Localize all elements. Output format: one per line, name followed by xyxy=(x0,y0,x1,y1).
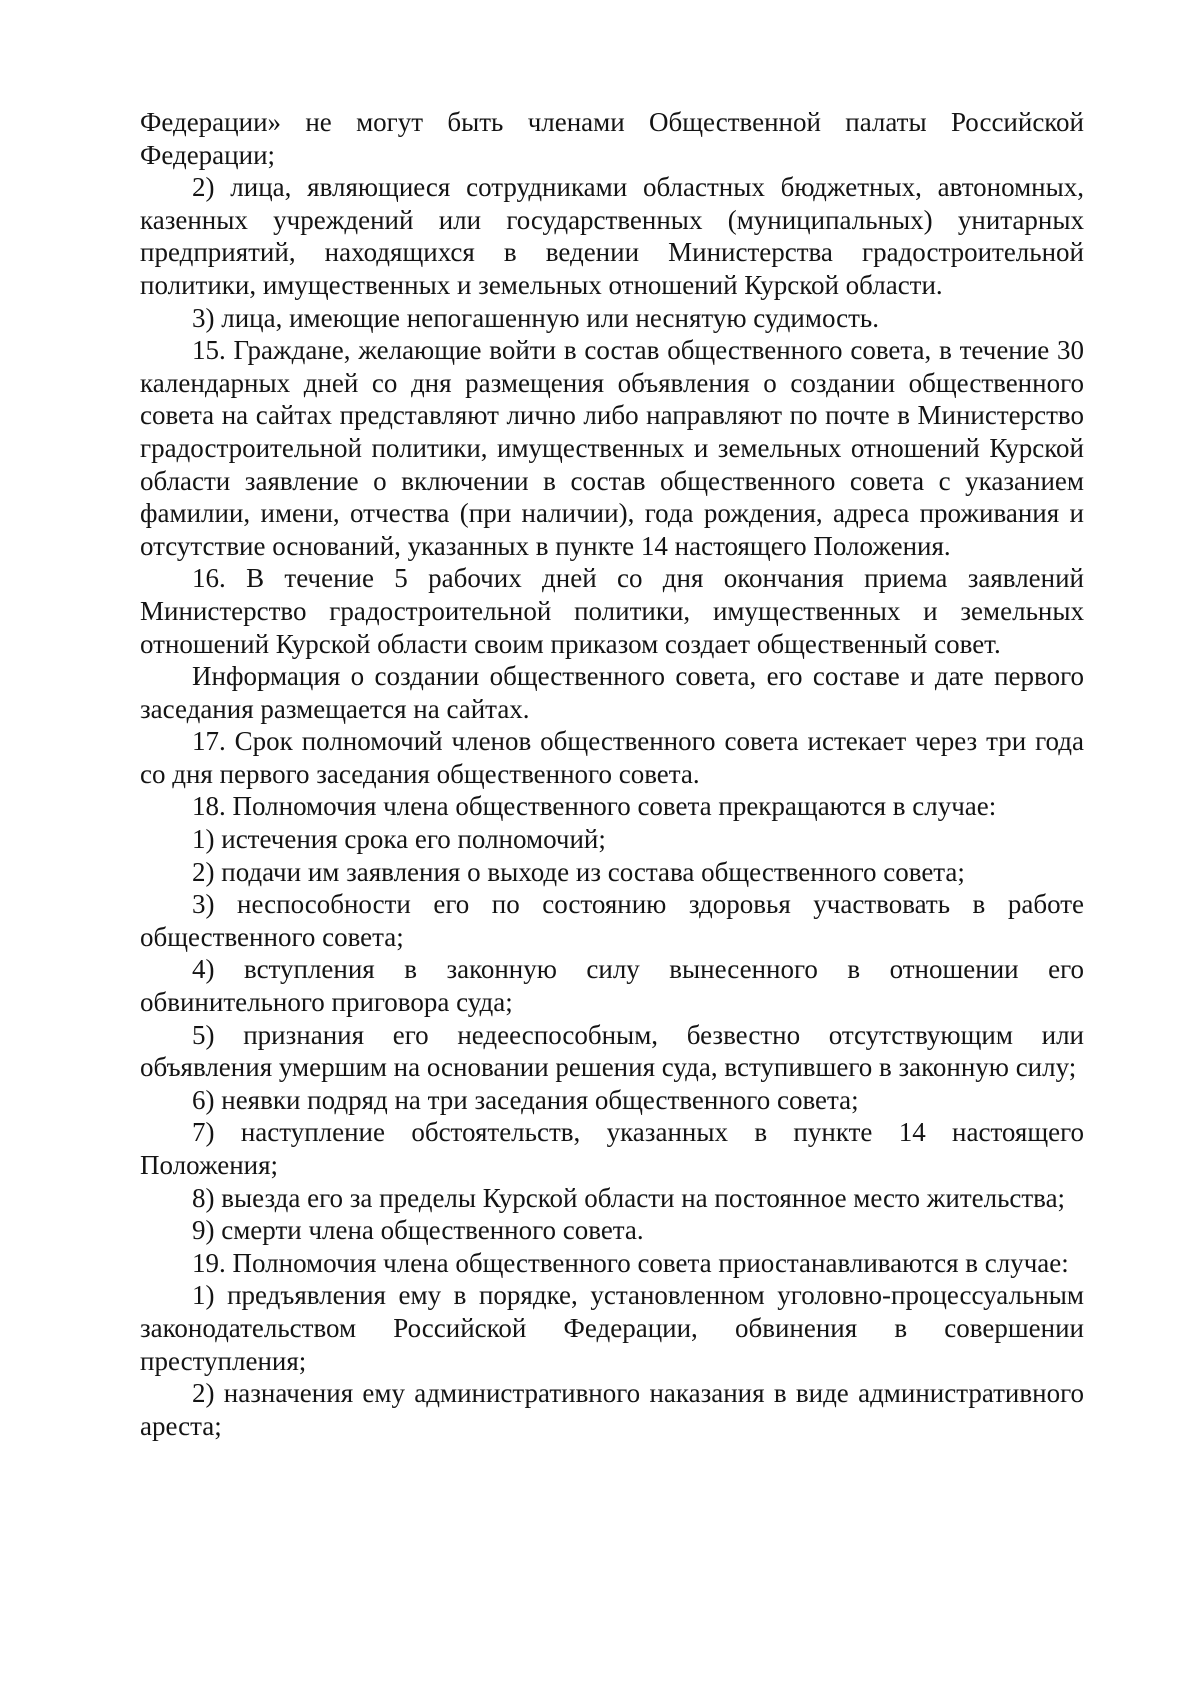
paragraph: 1) истечения срока его полномочий; xyxy=(192,824,606,855)
paragraph: Федерации» не могут быть членами Общественной палаты Российской Федерации; xyxy=(140,107,1084,170)
paragraph: 15. Граждане, желающие войти в состав общественного совета, в течение 30 календарных дней со дня размещения объявления о создании общественного совета на сайтах представляют лично либо направляют по почте в Министерство градостроительной политики, имущественных и земельных отношений Курской области заявление о включении в состав общественного совета с указанием фамилии, имени, отчества (при наличии), года рождения, адреса проживания и отсутствие оснований, указанных в пункте 14 настоящего Положения. xyxy=(140,335,1084,561)
paragraph: 18. Полномочия члена общественного совета прекращаются в случае: xyxy=(192,791,997,822)
paragraph: 19. Полномочия члена общественного совета приостанавливаются в случае: xyxy=(192,1247,1069,1278)
paragraph: Информация о создании общественного совета, его составе и дате первого заседания размещается на сайтах. xyxy=(140,661,1084,724)
paragraph: 2) лица, являющиеся сотрудниками областных бюджетных, автономных, казенных учреждений или государственных (муниципальных) унитарных предприятий, находящихся в ведении Министерства градостроительной политики, имущественных и земельных отношений Курской области. xyxy=(140,172,1084,300)
paragraph: 2) назначения ему административного наказания в виде административного ареста; xyxy=(140,1378,1084,1441)
paragraph: 2) подачи им заявления о выходе из состава общественного совета; xyxy=(192,856,965,887)
paragraph: 6) неявки подряд на три заседания общественного совета; xyxy=(192,1084,859,1115)
document-text xyxy=(140,106,1084,1442)
paragraph: 9) смерти члена общественного совета. xyxy=(192,1215,644,1246)
paragraph: 1) предъявления ему в порядке, установленном уголовно-процессуальным законодательством Российской Федерации, обвинения в совершении преступления; xyxy=(140,1280,1084,1376)
paragraph: 16. В течение 5 рабочих дней со дня окончания приема заявлений Министерство градостроительной политики, имущественных и земельных отношений Курской области своим приказом создает общественный совет. xyxy=(140,563,1084,659)
paragraph: 7) наступление обстоятельств, указанных в пункте 14 настоящего Положения; xyxy=(140,1117,1084,1180)
paragraph: 4) вступления в законную силу вынесенного в отношении его обвинительного приговора суда; xyxy=(140,954,1084,1018)
paragraph: 3) лица, имеющие непогашенную или неснятую судимость. xyxy=(192,302,879,333)
paragraph: 5) признания его недееспособным, безвестно отсутствующим или объявления умершим на основании решения суда, вступившего в законную силу; xyxy=(140,1019,1084,1083)
paragraph: 3) неспособности его по состоянию здоровья участвовать в работе общественного совета; xyxy=(140,889,1084,952)
paragraph: 17. Срок полномочий членов общественного совета истекает через три года со дня первого заседания общественного совета. xyxy=(140,726,1084,789)
paragraph: 8) выезда его за пределы Курской области на постоянное место жительства; xyxy=(192,1182,1066,1213)
